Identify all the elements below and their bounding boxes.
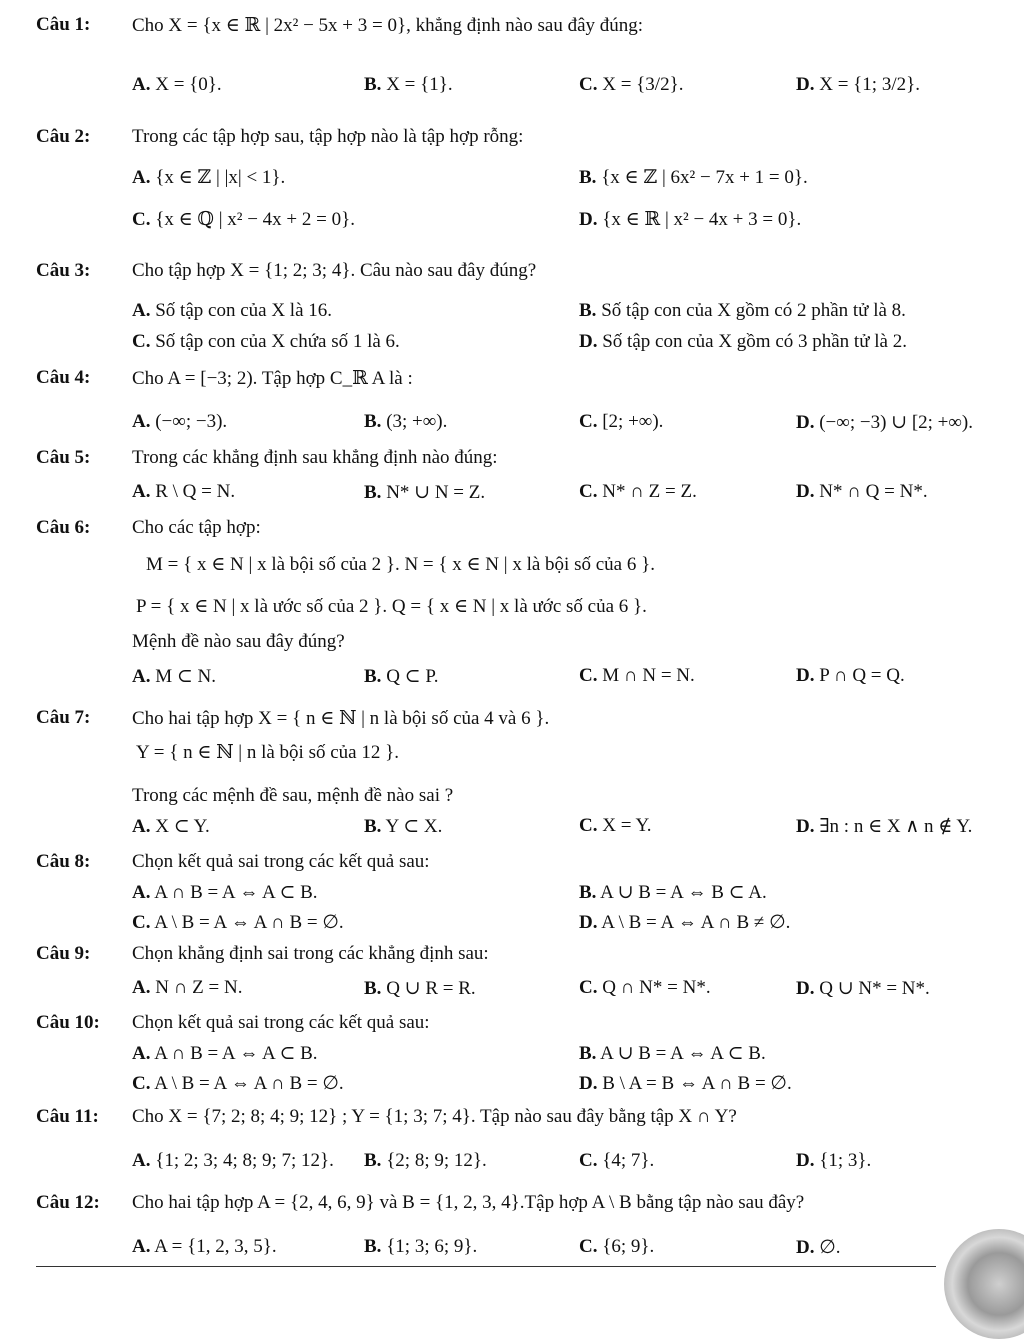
option-a [132, 74, 222, 96]
question-text: Cho A = [−3; 2). Tập hợp C_ℝ A là : [132, 368, 413, 389]
option-key: C. [132, 331, 151, 352]
option-text: Số tập con của X gồm có 3 phần tử là 2. [602, 331, 907, 352]
option-b [579, 881, 767, 904]
option-text: X = {3/2}. [602, 74, 684, 95]
option-c [579, 1150, 654, 1172]
option-text: Số tập con của X gồm có 2 phần tử là 8. [601, 300, 906, 321]
option-key: B. [364, 1150, 382, 1171]
option-b [364, 481, 485, 504]
option-key: D. [796, 1237, 815, 1258]
option-key: A. [132, 74, 151, 95]
option-key: A. [132, 977, 151, 998]
question-number: Câu 12: [36, 1192, 100, 1213]
option-a [132, 481, 235, 503]
option-text: {x ∈ ℝ | x² − 4x + 3 = 0}. [602, 209, 802, 230]
option-a [132, 815, 210, 838]
option-d [796, 665, 905, 687]
option-key: D. [796, 665, 815, 686]
option-b [364, 815, 442, 838]
option-text: {1; 3; 6; 9}. [386, 1236, 478, 1257]
option-text: (−∞; −3). [155, 411, 228, 432]
option-text: (−∞; −3) ∪ [2; +∞). [819, 412, 974, 433]
option-key: B. [364, 482, 382, 503]
set-definitions-line: P = { x ∈ N | x là ước số của 2 }. Q = { x ∈ N | x là ước số của 6 }. [136, 596, 647, 617]
option-d [579, 911, 790, 934]
option-text: {x ∈ ℤ | |x| < 1}. [155, 167, 286, 188]
option-key: A. [132, 816, 151, 837]
option-b [579, 166, 808, 189]
question-number: Câu 11: [36, 1106, 99, 1127]
option-text: X = {0}. [155, 74, 222, 95]
option-key: A. [132, 411, 151, 432]
question-text: Chọn khẳng định sai trong các khẳng định sau: [132, 943, 489, 964]
option-key: D. [579, 1073, 598, 1094]
option-key: C. [132, 912, 151, 933]
option-text: A \ B = A ⇔ A ∩ B = ∅. [154, 1073, 344, 1094]
option-key: C. [579, 411, 598, 432]
option-text: A ∩ B = A ⇔ A ⊂ B. [154, 882, 318, 903]
option-key: C. [132, 1073, 151, 1094]
question-number: Câu 10: [36, 1012, 100, 1033]
option-d [579, 208, 801, 231]
option-c [579, 815, 652, 837]
option-text: Q ∪ N* = N*. [819, 978, 930, 999]
option-c [579, 1236, 654, 1258]
option-text: {x ∈ ℚ | x² − 4x + 2 = 0}. [155, 209, 355, 230]
option-text: M ∩ N = N. [602, 665, 695, 686]
option-key: C. [579, 1150, 598, 1171]
page-corner-decoration [944, 1229, 1024, 1339]
option-key: D. [796, 74, 815, 95]
option-text: A \ B = A ⇔ A ∩ B ≠ ∅. [601, 912, 791, 933]
option-text: M ⊂ N. [155, 666, 217, 687]
option-a [132, 300, 332, 322]
option-text: P ∩ Q = Q. [819, 665, 905, 686]
option-key: C. [579, 815, 598, 836]
question-text: Cho X = {x ∈ ℝ | 2x² − 5x + 3 = 0}, khẳng định nào sau đây đúng: [132, 15, 644, 36]
set-definition-line: Y = { n ∈ ℕ | n là bội số của 12 }. [136, 742, 399, 763]
option-text: X ⊂ Y. [155, 816, 210, 837]
question-number: Câu 5: [36, 447, 91, 468]
option-text: R \ Q = N. [155, 481, 236, 502]
option-d [796, 74, 920, 96]
option-a [132, 665, 216, 688]
option-b [364, 1150, 487, 1172]
option-key: B. [364, 74, 382, 95]
question-text: Cho các tập hợp: [132, 517, 261, 538]
option-text: A = {1, 2, 3, 5}. [154, 1236, 277, 1257]
option-text: {2; 8; 9; 12}. [386, 1150, 487, 1171]
option-key: D. [579, 331, 598, 352]
option-text: A ∩ B = A ⇔ A ⊂ B. [154, 1043, 318, 1064]
option-key: A. [132, 882, 151, 903]
option-c [579, 74, 683, 96]
option-c [579, 411, 663, 433]
option-d [579, 331, 907, 353]
option-key: B. [364, 816, 382, 837]
option-key: B. [364, 666, 382, 687]
option-d [796, 481, 928, 503]
question-text: Cho hai tập hợp A = {2, 4, 6, 9} và B = {1, 2, 3, 4}.Tập hợp A \ B bằng tập nào sau đây? [132, 1192, 805, 1213]
question-number: Câu 9: [36, 943, 91, 964]
option-b [364, 1236, 477, 1258]
option-a [132, 881, 318, 904]
option-key: A. [132, 167, 151, 188]
option-d [796, 977, 930, 1000]
option-key: C. [132, 209, 151, 230]
option-text: Y ⊂ X. [385, 816, 443, 837]
option-c [132, 1072, 344, 1095]
option-text: A \ B = A ⇔ A ∩ B = ∅. [154, 912, 344, 933]
option-a [132, 1236, 277, 1258]
option-text: Số tập con của X chứa số 1 là 6. [155, 331, 400, 352]
option-c [132, 911, 344, 934]
option-text: X = {1}. [386, 74, 453, 95]
option-key: B. [364, 978, 382, 999]
option-text: N ∩ Z = N. [155, 977, 243, 998]
option-b [364, 74, 453, 96]
option-text: A ∪ B = A ⇔ B ⊂ A. [600, 882, 767, 903]
question-prompt: Trong các mệnh đề sau, mệnh đề nào sai ? [132, 785, 454, 806]
option-text: Q ⊂ P. [386, 666, 439, 687]
option-text: B \ A = B ⇔ A ∩ B = ∅. [602, 1073, 792, 1094]
question-number: Câu 2: [36, 126, 91, 147]
option-key: D. [579, 209, 598, 230]
option-text: {1; 3}. [819, 1150, 872, 1171]
question-number: Câu 4: [36, 367, 91, 388]
option-c [579, 665, 695, 687]
set-definitions-line: M = { x ∈ N | x là bội số của 2 }. N = { x ∈ N | x là bội số của 6 }. [146, 554, 655, 575]
option-key: D. [796, 1150, 815, 1171]
option-a [132, 977, 242, 999]
option-b [364, 977, 476, 1000]
bottom-divider [36, 1266, 936, 1267]
option-key: B. [364, 1236, 382, 1257]
option-a [132, 411, 227, 433]
option-d [579, 1072, 792, 1095]
option-key: A. [132, 1043, 151, 1064]
option-key: B. [364, 411, 382, 432]
option-text: {x ∈ ℤ | 6x² − 7x + 1 = 0}. [601, 167, 808, 188]
option-key: A. [132, 481, 151, 502]
question-text: Chọn kết quả sai trong các kết quả sau: [132, 1012, 430, 1033]
question-number: Câu 3: [36, 260, 91, 281]
question-text: Cho hai tập hợp X = { n ∈ ℕ | n là bội số của 4 và 6 }. [132, 708, 550, 729]
option-key: C. [579, 74, 598, 95]
option-text: Q ∩ N* = N*. [602, 977, 711, 998]
question-number: Câu 7: [36, 707, 91, 728]
option-text: Q ∪ R = R. [386, 978, 476, 999]
option-b [364, 411, 447, 433]
option-text: ∃n : n ∈ X ∧ n ∉ Y. [819, 816, 973, 837]
option-c [579, 481, 697, 503]
option-text: ∅. [819, 1237, 841, 1258]
option-key: D. [796, 978, 815, 999]
question-prompt: Mệnh đề nào sau đây đúng? [132, 631, 345, 652]
question-text: Chọn kết quả sai trong các kết quả sau: [132, 851, 430, 872]
option-key: D. [796, 481, 815, 502]
option-text: N* ∪ N = Z. [386, 482, 486, 503]
question-text: Cho tập hợp X = {1; 2; 3; 4}. Câu nào sau đây đúng? [132, 260, 537, 281]
option-key: A. [132, 1150, 151, 1171]
question-number: Câu 6: [36, 517, 91, 538]
option-text: (3; +∞). [386, 411, 448, 432]
question-text: Trong các khẳng định sau khẳng định nào đúng: [132, 447, 498, 468]
option-key: A. [132, 1236, 151, 1257]
option-a [132, 1150, 334, 1172]
option-c [132, 208, 355, 231]
option-key: D. [796, 412, 815, 433]
option-key: B. [579, 167, 597, 188]
question-text: Trong các tập hợp sau, tập hợp nào là tập hợp rỗng: [132, 126, 524, 147]
question-number: Câu 1: [36, 14, 91, 35]
option-text: {4; 7}. [602, 1150, 655, 1171]
option-a [132, 166, 285, 189]
option-d [796, 815, 972, 838]
option-d [796, 1236, 841, 1259]
question-text: Cho X = {7; 2; 8; 4; 9; 12} ; Y = {1; 3; 7; 4}. Tập nào sau đây bằng tập X ∩ Y? [132, 1106, 737, 1127]
option-key: B. [579, 882, 597, 903]
option-text: X = Y. [602, 815, 652, 836]
option-key: B. [579, 300, 597, 321]
option-key: D. [796, 816, 815, 837]
option-c [132, 331, 400, 353]
option-key: B. [579, 1043, 597, 1064]
option-a [132, 1042, 318, 1065]
option-text: X = {1; 3/2}. [819, 74, 920, 95]
option-c [579, 977, 711, 999]
option-key: C. [579, 665, 598, 686]
option-text: {1; 2; 3; 4; 8; 9; 7; 12}. [155, 1150, 334, 1171]
option-text: Số tập con của X là 16. [155, 300, 332, 321]
option-text: N* ∩ Q = N*. [819, 481, 928, 502]
option-key: A. [132, 300, 151, 321]
option-b [579, 1042, 766, 1065]
option-key: C. [579, 481, 598, 502]
option-d [796, 1150, 871, 1172]
option-key: C. [579, 1236, 598, 1257]
option-text: {6; 9}. [602, 1236, 655, 1257]
option-text: A ∪ B = A ⇔ A ⊂ B. [600, 1043, 766, 1064]
option-key: D. [579, 912, 598, 933]
option-text: [2; +∞). [602, 411, 664, 432]
option-d [796, 411, 973, 434]
question-number: Câu 8: [36, 851, 91, 872]
option-b [364, 665, 439, 688]
option-key: A. [132, 666, 151, 687]
option-b [579, 300, 906, 322]
option-text: N* ∩ Z = Z. [602, 481, 697, 502]
option-key: C. [579, 977, 598, 998]
